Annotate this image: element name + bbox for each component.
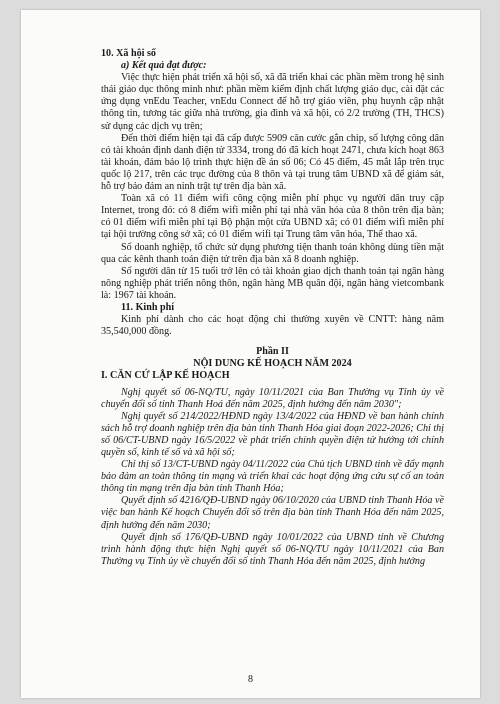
section-11-heading: 11. Kinh phí [121, 301, 175, 313]
legal-basis-item: Nghị quyết số 06-NQ/TU, ngày 10/11/2021 của Ban Thường vụ Tỉnh ủy về chuyển đổi số tỉnh Thanh Hoá đến năm 2025, định hướng đến năm 2030"; [101, 386, 444, 410]
part-2-heading: I. CĂN CỨ LẬP KẾ HOẠCH [101, 370, 230, 382]
section-10-heading: 10. Xã hội số [101, 48, 156, 59]
section-10-paragraph: Số người dân từ 15 tuổi trở lên có tài khoản giao dịch thanh toán tại ngân hàng nông nghiệp phát triển nông thôn, ngân hàng MB quân đội, ngân hàng vietcombank là: 1967 tài khoản. [101, 265, 444, 301]
part-2-subtitle: NỘI DUNG KẾ HOẠCH NĂM 2024 [193, 358, 352, 370]
section-10-paragraph: Đến thời điểm hiện tại đã cấp được 5909 căn cước gắn chip, số lượng công dân có tài khoản định danh điện tử 3334, trong đó đã kích hoạt 2471, chưa kích hoạt 863 tài khoản, đảm bảo lộ trình thực hiện đề án số 06; Có 45 điểm, 45 mắt lắp trên trục quốc lộ 217, trên các trục đường của 8 thôn và tại trung tâm UBND xã để giám sát, hỗ trợ bảo đảm an ninh trật tự trên địa bàn xã. [101, 132, 444, 193]
part-2-title: Phần II [256, 346, 289, 358]
document-page [21, 10, 480, 698]
legal-basis-item: Nghị quyết số 214/2022/HĐND ngày 13/4/2022 của HĐND về ban hành chính sách hỗ trợ doanh nghiệp trên địa bàn tỉnh Thanh Hóa giai đoạn 2022-2026; Chỉ thị số 06/CT-UBND ngày 16/5/2022 về phát triển chính quyền điện tử hướng tới chính quyền số, kinh tế số và xã hội số; [101, 410, 444, 458]
legal-basis-item: Chỉ thị số 13/CT-UBND ngày 04/11/2022 của Chủ tịch UBND tỉnh về đẩy mạnh bảo đảm an toàn thông tin mạng và triển khai các hoạt động ứng cứu sự cố an toàn thông tin mạng trên địa bàn tỉnh Thanh Hóa; [101, 459, 444, 495]
section-10-subheading: a) Kết quả đạt được: [121, 60, 207, 72]
section-10-paragraph: Việc thực hiện phát triển xã hội số, xã đã triển khai các phần mềm trong hệ sinh thái giáo dục thông minh như: phần mềm kiểm định chất lượng giáo dục, cài đặt các ứng dụng vnEdu Teacher, vnEdu Connect để hỗ trợ giáo viên, phụ huynh cập nhật thông tin, tương tác giữa nhà trường, gia đình và xã hội, có 2/2 trường (TH, THCS) sử dụng các dịch vụ trên; [101, 72, 444, 132]
section-10-paragraph: Số doanh nghiệp, tổ chức sử dụng phương tiện thanh toán không dùng tiền mặt qua các kênh thanh toán điện tử trên địa bàn xã 8 doanh nghiệp. [101, 241, 444, 265]
legal-basis-item: Quyết định số 176/QĐ-UBND ngày 10/01/2022 của UBND tỉnh về Chương trình hành động thực hiện Nghị quyết số 06-NQ/TU ngày 10/11/2021 của Ban Thường vụ Tỉnh ủy về chuyển đổi số tỉnh Thanh Hóa đến năm 2025, định hướng [101, 531, 444, 567]
section-10-paragraph: Toàn xã có 11 điểm wifi công cộng miễn phí phục vụ người dân truy cập Internet, trong đó: có 8 điểm wifi miễn phí tại nhà văn hóa của 8 thôn trên địa bàn; có 01 điểm wifi miễn phí tại Bộ phận một cửa UBND xã; có 01 điểm wifi miễn phí tại hội trường công sở xã; có 01 điểm wifi tại Trung tâm văn hóa, Thể thao xã. [101, 193, 444, 241]
page-number: 8 [248, 674, 253, 685]
section-11-paragraph: Kinh phí dành cho các hoạt động chi thường xuyên về CNTT: hàng năm 35,540,000 đồng. [101, 314, 444, 338]
legal-basis-item: Quyết định số 4216/QĐ-UBND ngày 06/10/2020 của UBND tỉnh Thanh Hóa về việc ban hành Kế hoạch Chuyển đổi số trên địa bàn tỉnh Thanh Hóa đến năm 2025, định hướng đến năm 2030; [101, 495, 444, 531]
page-body [101, 48, 444, 568]
